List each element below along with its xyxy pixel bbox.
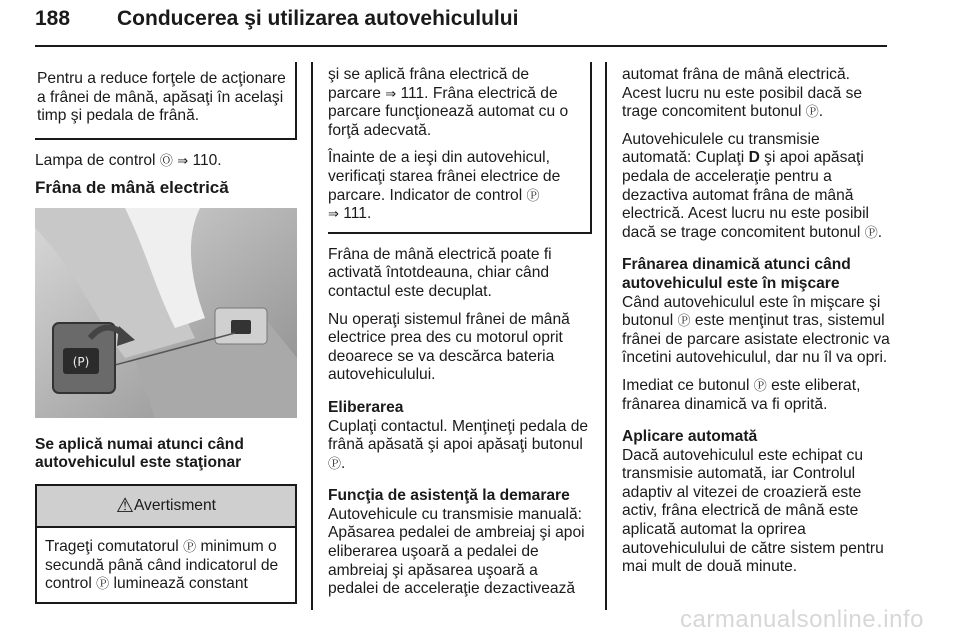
parking-brake-icon: Ⓟ <box>677 313 691 329</box>
paragraph: Când autovehiculul este în mişcare şi butonul Ⓟ este menţinut tras, sistemul frânei de parcare asistate electronic va încetini autovehiculul, dar nu îl va opri. <box>622 293 890 367</box>
watermark: carmanualsonline.info <box>680 606 924 633</box>
header-rule <box>35 45 887 47</box>
subheading: Se aplică numai atunci când autovehiculul este staţionar <box>35 435 244 471</box>
paragraph: Nu operaţi sistemul frânei de mână electrice prea des cu motorul oprit deoarece se va descărca bateria autovehiculului. <box>328 310 570 384</box>
ref-arrow-icon: ⇒ <box>328 206 339 222</box>
lamp-paragraph: Lampa de control Ⓞ ⇒ 110. <box>35 151 222 169</box>
column-3 <box>622 66 890 586</box>
subheading-dynamic: Frânarea dinamică atunci când autovehiculul este în mişcare <box>622 256 851 292</box>
parking-brake-icon: Ⓟ <box>805 104 819 120</box>
warning-box <box>35 484 297 604</box>
control-lamp-icon: Ⓞ <box>159 152 173 168</box>
assist-paragraph: Autovehicule cu transmisie manuală: Apăsarea pedalei de ambreiaj şi apoi eliberarea uşoară a pedalei de ambreiaj şi apăsarea uşoară a pedalei de acceleraţie dezactivează <box>328 505 585 598</box>
release-paragraph: Cuplaţi contactul. Menţineţi pedala de frână apăsată şi apoi apăsaţi butonul Ⓟ. <box>328 417 589 472</box>
column-1 <box>35 62 297 604</box>
page-number: 188 <box>35 7 71 30</box>
paragraph: automat frâna de mână electrică. Acest lucru nu este posibil dacă se trage concomitent butonul Ⓟ. <box>622 66 863 121</box>
note-text: Pentru a reduce forţele de acţionare a frânei de mână, apăsaţi în acelaşi timp şi pedala de frână. <box>37 70 286 125</box>
section-heading: Frâna de mână electrică <box>35 178 229 198</box>
parking-brake-photo <box>35 208 297 418</box>
page-title: Conducerea şi utilizarea autovehiculului <box>117 7 519 30</box>
column-2 <box>328 62 592 608</box>
column-divider <box>605 62 607 610</box>
warning-body: Trageţi comutatorul Ⓟ minimum o secundă până când indicatorul de control Ⓟ luminează constant <box>45 537 279 593</box>
column-divider <box>311 62 313 610</box>
paragraph: Imediat ce butonul Ⓟ este eliberat, frânarea dinamică va fi oprită. <box>622 376 861 413</box>
subheading-auto: Aplicare automată <box>622 428 758 446</box>
warning-icon: ⚠ <box>116 494 134 517</box>
parking-brake-icon: Ⓟ <box>526 187 540 203</box>
parking-brake-icon: Ⓟ <box>753 377 767 393</box>
info-box: şi se aplică frâna electrică de parcare ⇒ 111. Frâna electrică de parcare funcţionează automat cu o forţă adecvată. Înainte de a ieşi din autovehicul, verificaţi starea frânei electrice de parcare. Indicator de control Ⓟ ⇒ 111. <box>328 62 592 234</box>
subheading-release: Eliberarea <box>328 398 404 416</box>
gear-d-label: D <box>748 149 760 167</box>
paragraph: Autovehiculele cu transmisie automată: Cuplaţi D şi apoi apăsaţi pedala de acceleraţie pentru a dezactiva automat frâna de mână electrică. Acest lucru nu este posibil dacă se trage concomitent butonul Ⓟ. <box>622 130 883 241</box>
ref-arrow-icon: ⇒ <box>385 85 397 101</box>
svg-text:(P): (P) <box>72 354 90 369</box>
paragraph: Frâna de mână electrică poate fi activată întotdeauna, chiar când contactul este decuplat. <box>328 245 552 300</box>
parking-brake-icon: Ⓟ <box>864 224 878 240</box>
warning-header <box>37 486 295 528</box>
parking-brake-icon: Ⓟ <box>328 455 342 471</box>
warning-label: Avertisment <box>133 496 216 514</box>
parking-brake-icon: Ⓟ <box>96 576 110 592</box>
parking-brake-icon: Ⓟ <box>183 538 197 554</box>
ref-arrow-icon: ⇒ <box>177 152 189 168</box>
page-header <box>35 3 887 47</box>
note-box <box>35 62 297 140</box>
paragraph: Dacă autovehiculul este echipat cu transmisie automată, iar Controlul adaptiv al vitezei de croazieră este activ, frâna electrică de mână este aplicată automat la oprirea autovehiculului de către sistem pentru mai mult de două minute. <box>622 446 884 576</box>
subheading-assist: Funcţia de asistenţă la demarare <box>328 487 570 505</box>
